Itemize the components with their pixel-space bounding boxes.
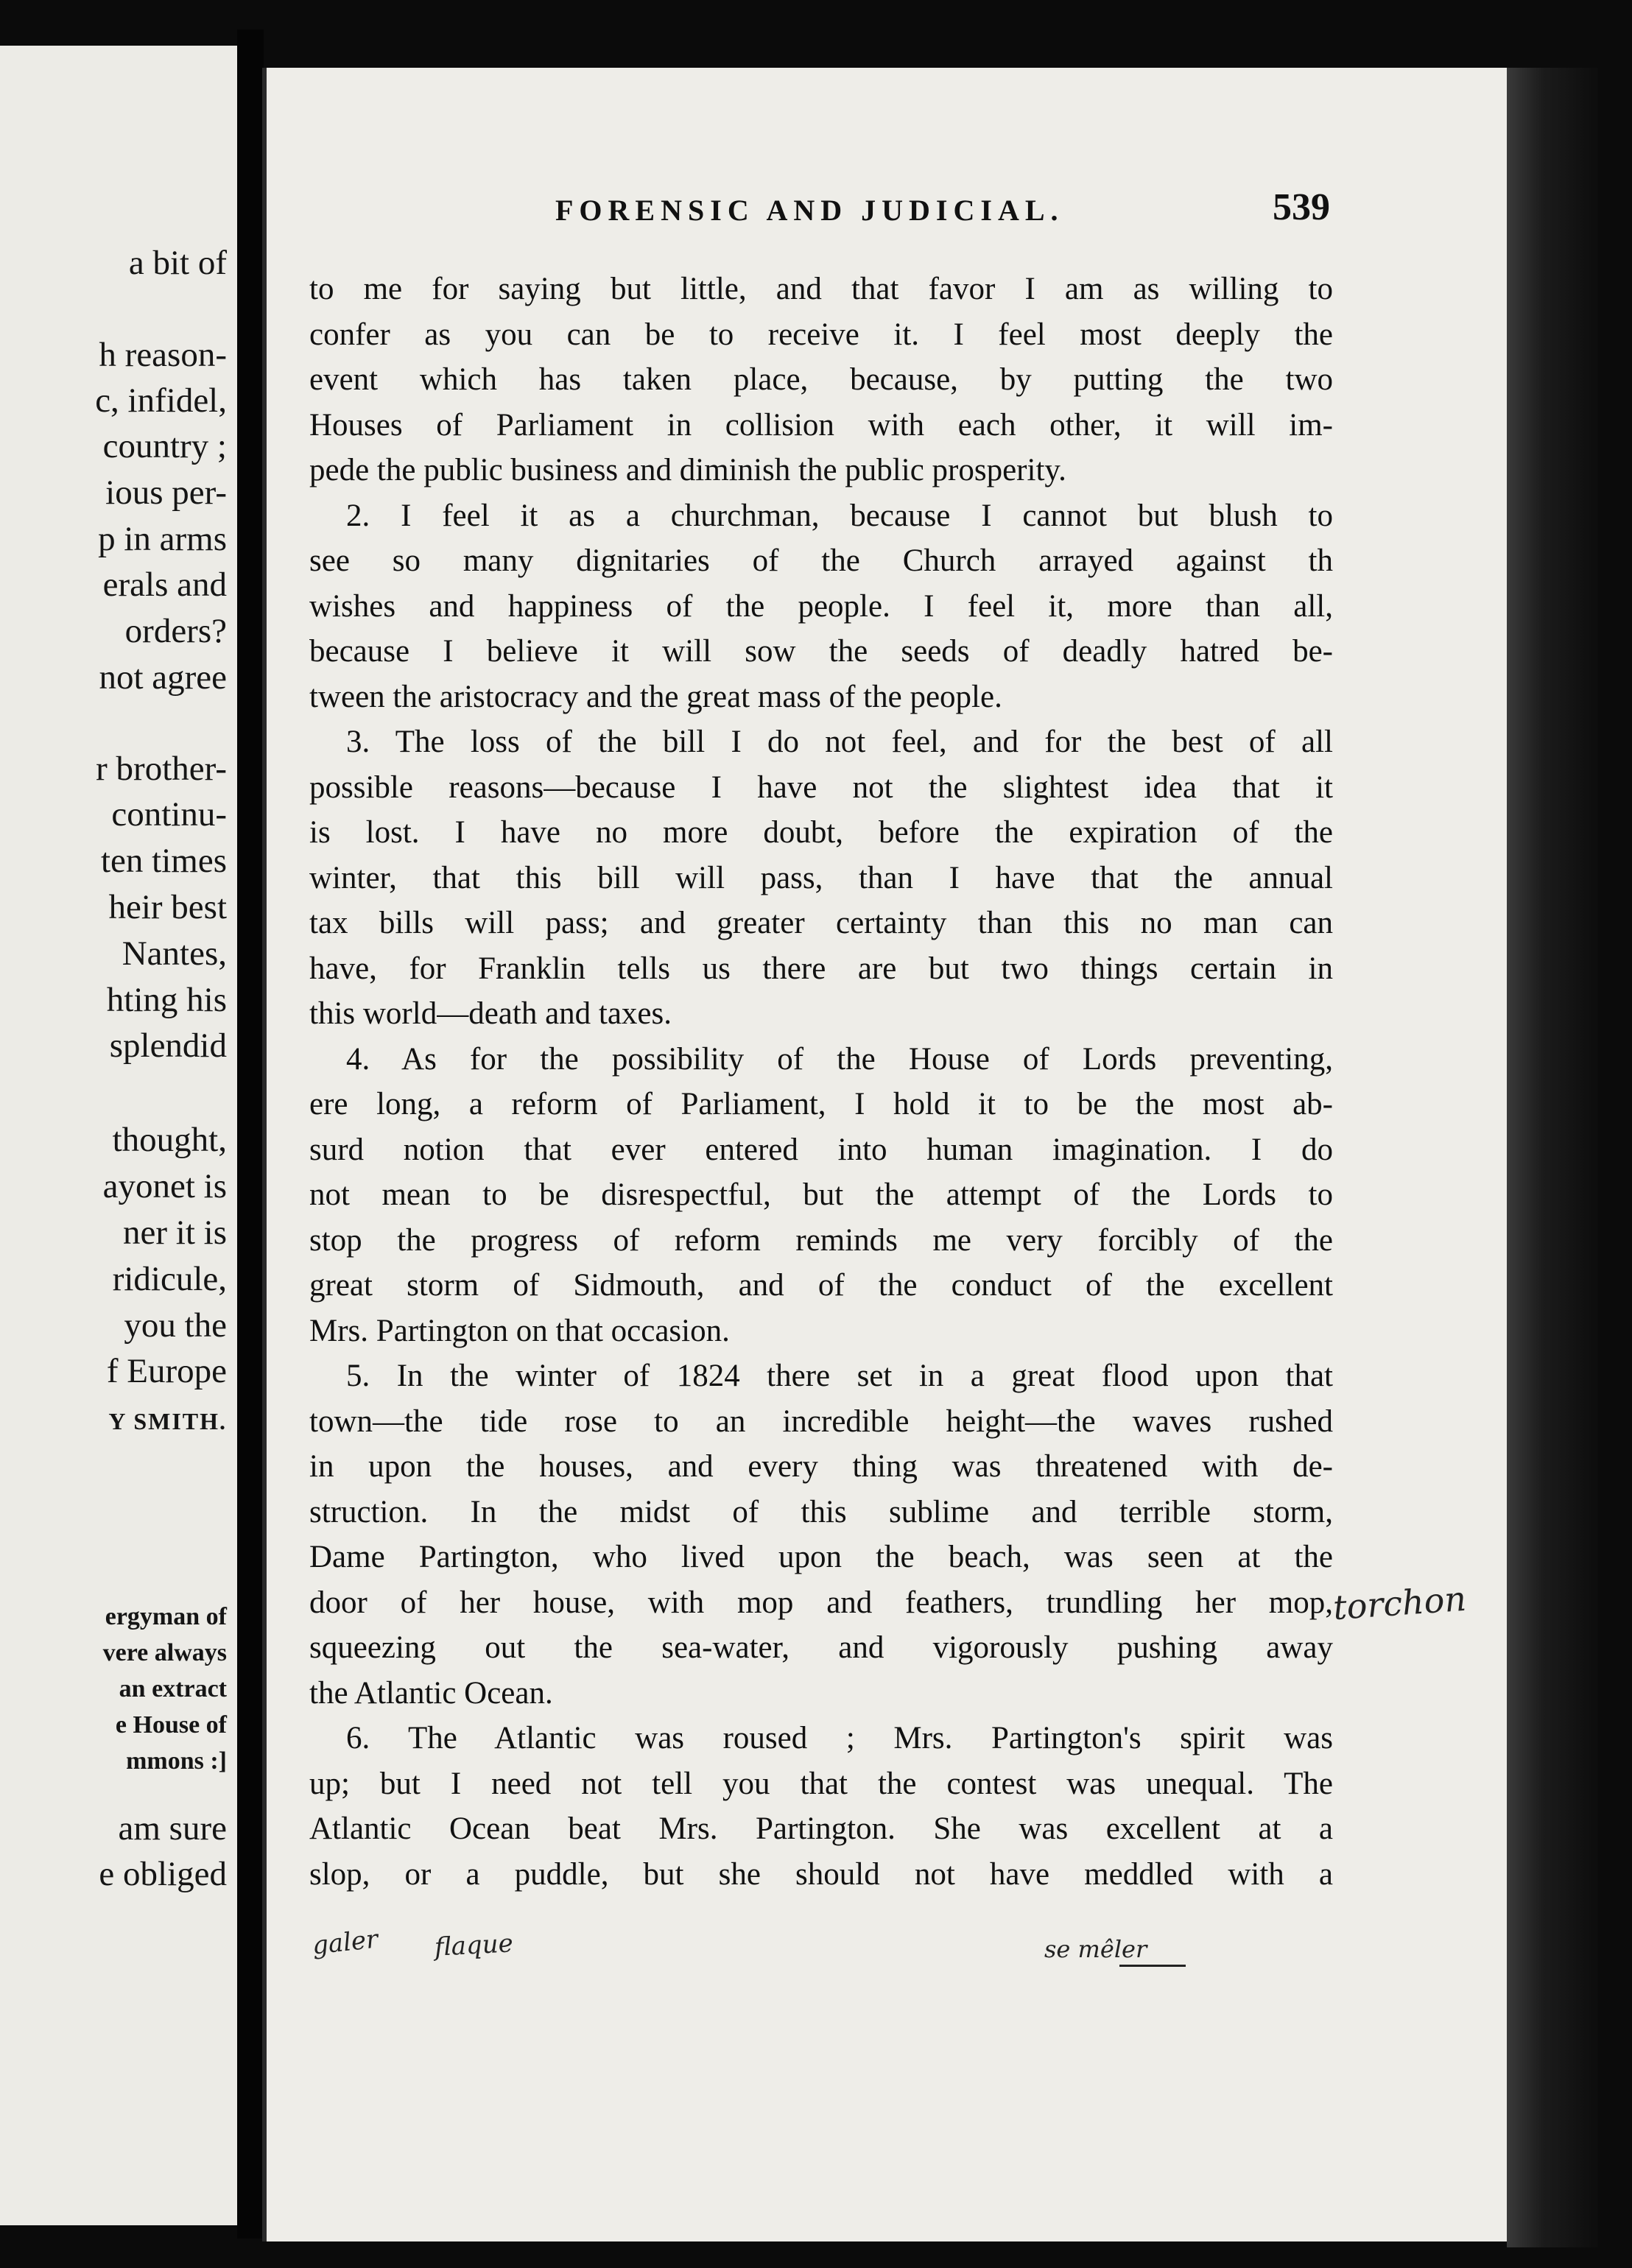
text-line: great storm of Sidmouth, and of the conduct of the excellent <box>309 1268 1333 1303</box>
paragraph-5-start: 5. In the winter of 1824 there set in a great flood upon that <box>346 1359 1333 1393</box>
left-page-line: ten times <box>101 842 227 880</box>
left-page-line: you the <box>124 1306 227 1345</box>
text-line: pede the public business and diminish the public prosperity. <box>309 453 1066 487</box>
paragraph-2-start: 2. I feel it as a churchman, because I cannot but blush to <box>346 498 1333 533</box>
text-line: slop, or a puddle, but she should not have meddled with a <box>309 1856 1333 1892</box>
left-page-line: ner it is <box>123 1214 227 1252</box>
left-page-note-line: e House of <box>115 1711 227 1739</box>
text-line: event which has taken place, because, by putting the two <box>309 362 1333 397</box>
text-line: confer as you can be to receive it. I feel most deeply the <box>309 317 1333 352</box>
text-line: surd notion that ever entered into human imagination. I do <box>309 1132 1333 1167</box>
text-line: Atlantic Ocean beat Mrs. Partington. She was excellent at a <box>309 1811 1333 1846</box>
handwritten-note: galer <box>311 1924 380 1961</box>
left-page-line: a bit of <box>128 244 227 282</box>
left-page-line: country ; <box>102 427 227 465</box>
text-line: winter, that this bill will pass, than I have that the annual <box>309 860 1333 895</box>
left-page-signature: Y SMITH. <box>108 1408 227 1434</box>
text-line: Dame Partington, who lived upon the beach, was seen at the <box>309 1540 1333 1574</box>
book-gutter <box>237 29 264 2239</box>
handwritten-underline <box>1119 1965 1186 1967</box>
left-page-line: orders? <box>124 612 227 650</box>
text-line: stop the progress of reform reminds me very forcibly of the <box>309 1222 1333 1258</box>
text-line: town—the tide rose to an incredible height—the waves rushed <box>309 1404 1333 1439</box>
text-line: squeezing out the sea-water, and vigorously pushing away <box>309 1630 1333 1665</box>
left-page-line: erals and <box>102 566 227 604</box>
left-page-line: ayonet is <box>102 1167 227 1205</box>
left-page-line: r brother- <box>96 750 227 788</box>
left-page-note-line: an extract <box>119 1675 227 1702</box>
running-head: FORENSIC AND JUDICIAL. <box>555 194 1064 227</box>
left-page-line: ridicule, <box>112 1260 227 1298</box>
text-line: Houses of Parliament in collision with each other, it will im- <box>309 407 1333 443</box>
text-line: have, for Franklin tells us there are but two things certain in <box>309 951 1333 986</box>
left-page-note-line: ergyman of <box>105 1603 227 1630</box>
text-line: because I believe it will sow the seeds of deadly hatred be- <box>309 634 1333 669</box>
left-page-line: splendid <box>109 1026 227 1065</box>
text-line: in upon the houses, and every thing was threatened with de- <box>309 1449 1333 1484</box>
text-line: possible reasons—because I have not the slightest idea that it <box>309 770 1333 805</box>
left-facing-page <box>0 46 237 2225</box>
left-page-line: heir best <box>108 888 227 926</box>
text-line: wishes and happiness of the people. I feel it, more than all, <box>309 588 1333 624</box>
left-page-line: ious per- <box>105 473 227 512</box>
left-page-line: thought, <box>112 1121 227 1159</box>
paragraph-6-start: 6. The Atlantic was roused ; Mrs. Partington's spirit was <box>346 1721 1333 1755</box>
left-page-line: h reason- <box>99 336 227 374</box>
handwritten-note: se mêler <box>1044 1935 1147 1963</box>
left-page-note-line: vere always <box>102 1639 227 1666</box>
left-page-line: e obliged <box>99 1855 227 1893</box>
handwritten-note: flaque <box>434 1929 514 1962</box>
left-page-line: hting his <box>106 981 227 1019</box>
body-text <box>309 267 1333 1897</box>
text-line: to me for saying but little, and that favor I am as willing to <box>309 272 1333 306</box>
text-line: see so many dignitaries of the Church arrayed against th <box>309 543 1333 578</box>
text-line: not mean to be disrespectful, but the attempt of the Lords to <box>309 1177 1333 1212</box>
paragraph-4-start: 4. As for the possibility of the House of Lords preventing, <box>346 1041 1333 1077</box>
left-page-line: c, infidel, <box>95 381 227 420</box>
text-line: the Atlantic Ocean. <box>309 1675 553 1711</box>
text-line: struction. In the midst of this sublime and terrible storm, <box>309 1494 1333 1529</box>
text-line: is lost. I have no more doubt, before the expiration of the <box>309 815 1333 850</box>
text-line: up; but I need not tell you that the contest was unequal. The <box>309 1766 1333 1801</box>
paragraph-3-start: 3. The loss of the bill I do not feel, and for the best of all <box>346 725 1333 759</box>
text-line: this world—death and taxes. <box>309 996 672 1031</box>
left-page-line: p in arms <box>98 520 227 558</box>
text-line: ere long, a reform of Parliament, I hold it to be the most ab- <box>309 1087 1333 1121</box>
handwritten-margin-note: torchon <box>1332 1578 1468 1628</box>
left-page-note-line: mmons :] <box>126 1747 227 1775</box>
text-line: tax bills will pass; and greater certainty than this no man can <box>309 906 1333 940</box>
left-page-line: not agree <box>99 658 227 697</box>
text-line: Mrs. Partington on that occasion. <box>309 1313 730 1348</box>
left-page-line: am sure <box>118 1809 227 1848</box>
left-page-line: f Europe <box>106 1352 227 1390</box>
page-edge-shadow <box>1507 68 1598 2247</box>
text-line: door of her house, with mop and feathers, trundling her mop, <box>309 1585 1333 1620</box>
left-page-line: Nantes, <box>122 934 227 973</box>
left-page-line: continu- <box>111 795 227 834</box>
page-number: 539 <box>1273 186 1330 228</box>
text-line: tween the aristocracy and the great mass of the people. <box>309 679 1002 714</box>
